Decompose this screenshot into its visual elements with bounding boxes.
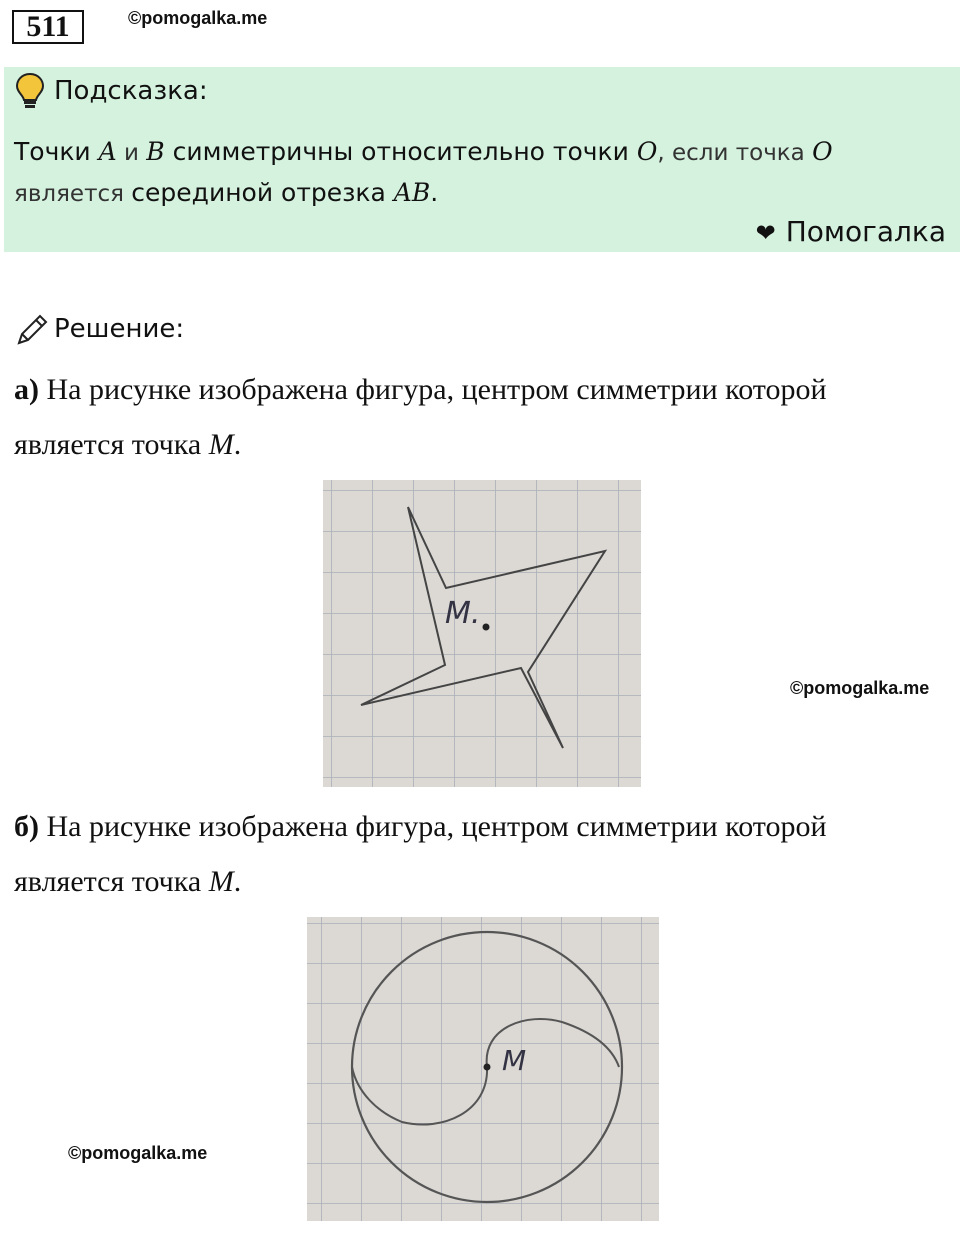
part-b-period: .	[233, 865, 242, 898]
part-b-point: M	[208, 865, 234, 898]
part-b-text	[14, 799, 944, 909]
hint-line-2	[14, 173, 944, 214]
hint-text-part: серединой отрезка	[131, 178, 394, 207]
part-a-label: а)	[14, 373, 39, 406]
point-b: B	[146, 137, 165, 166]
hint-text-part: и	[116, 140, 147, 166]
problem-number: 511	[12, 10, 84, 44]
hint-title: Подсказка:	[54, 76, 208, 106]
point-m-label: M.	[445, 596, 481, 631]
part-b-label: б)	[14, 810, 39, 843]
brand-name: Помогалка	[785, 215, 946, 248]
brand-signature	[756, 215, 946, 248]
figure-a-star	[323, 480, 641, 787]
hint-text	[14, 132, 944, 214]
point-o: O	[636, 137, 658, 166]
center-point	[484, 1064, 491, 1071]
point-o: O	[812, 137, 833, 166]
watermark-a: ©pomogalka.me	[790, 678, 930, 698]
watermark-b: ©pomogalka.me	[68, 1143, 208, 1163]
part-a-line-2: является точка	[14, 428, 209, 461]
point-m-label: M	[502, 1044, 527, 1077]
heart-icon: ❤	[755, 219, 776, 247]
pencil-icon	[14, 312, 50, 348]
point-a: A	[98, 137, 117, 166]
part-b-line-1: На рисунке изображена фигура, центром симметрии которой	[39, 810, 827, 843]
watermark-top: ©pomogalka.me	[128, 8, 268, 28]
solution-title: Решение:	[54, 314, 185, 344]
figure-b-circle	[307, 917, 659, 1221]
hint-line-1	[14, 132, 944, 173]
part-a-period: .	[233, 428, 242, 461]
hint-text-part: симметричны относительно точки	[164, 137, 637, 166]
part-a-text	[14, 362, 944, 472]
part-b-line-2: является точка	[14, 865, 209, 898]
hint-text-part: .	[430, 178, 439, 207]
part-a-point: M	[208, 428, 234, 461]
lightbulb-icon	[14, 72, 46, 110]
segment-ab: AB	[393, 178, 431, 207]
part-a-line-1: На рисунке изображена фигура, центром симметрии которой	[39, 373, 827, 406]
hint-text-part: , если точка	[657, 140, 813, 166]
hint-text-part: Точки	[14, 137, 99, 166]
center-point	[483, 624, 490, 631]
hint-text-part: является	[14, 181, 132, 207]
